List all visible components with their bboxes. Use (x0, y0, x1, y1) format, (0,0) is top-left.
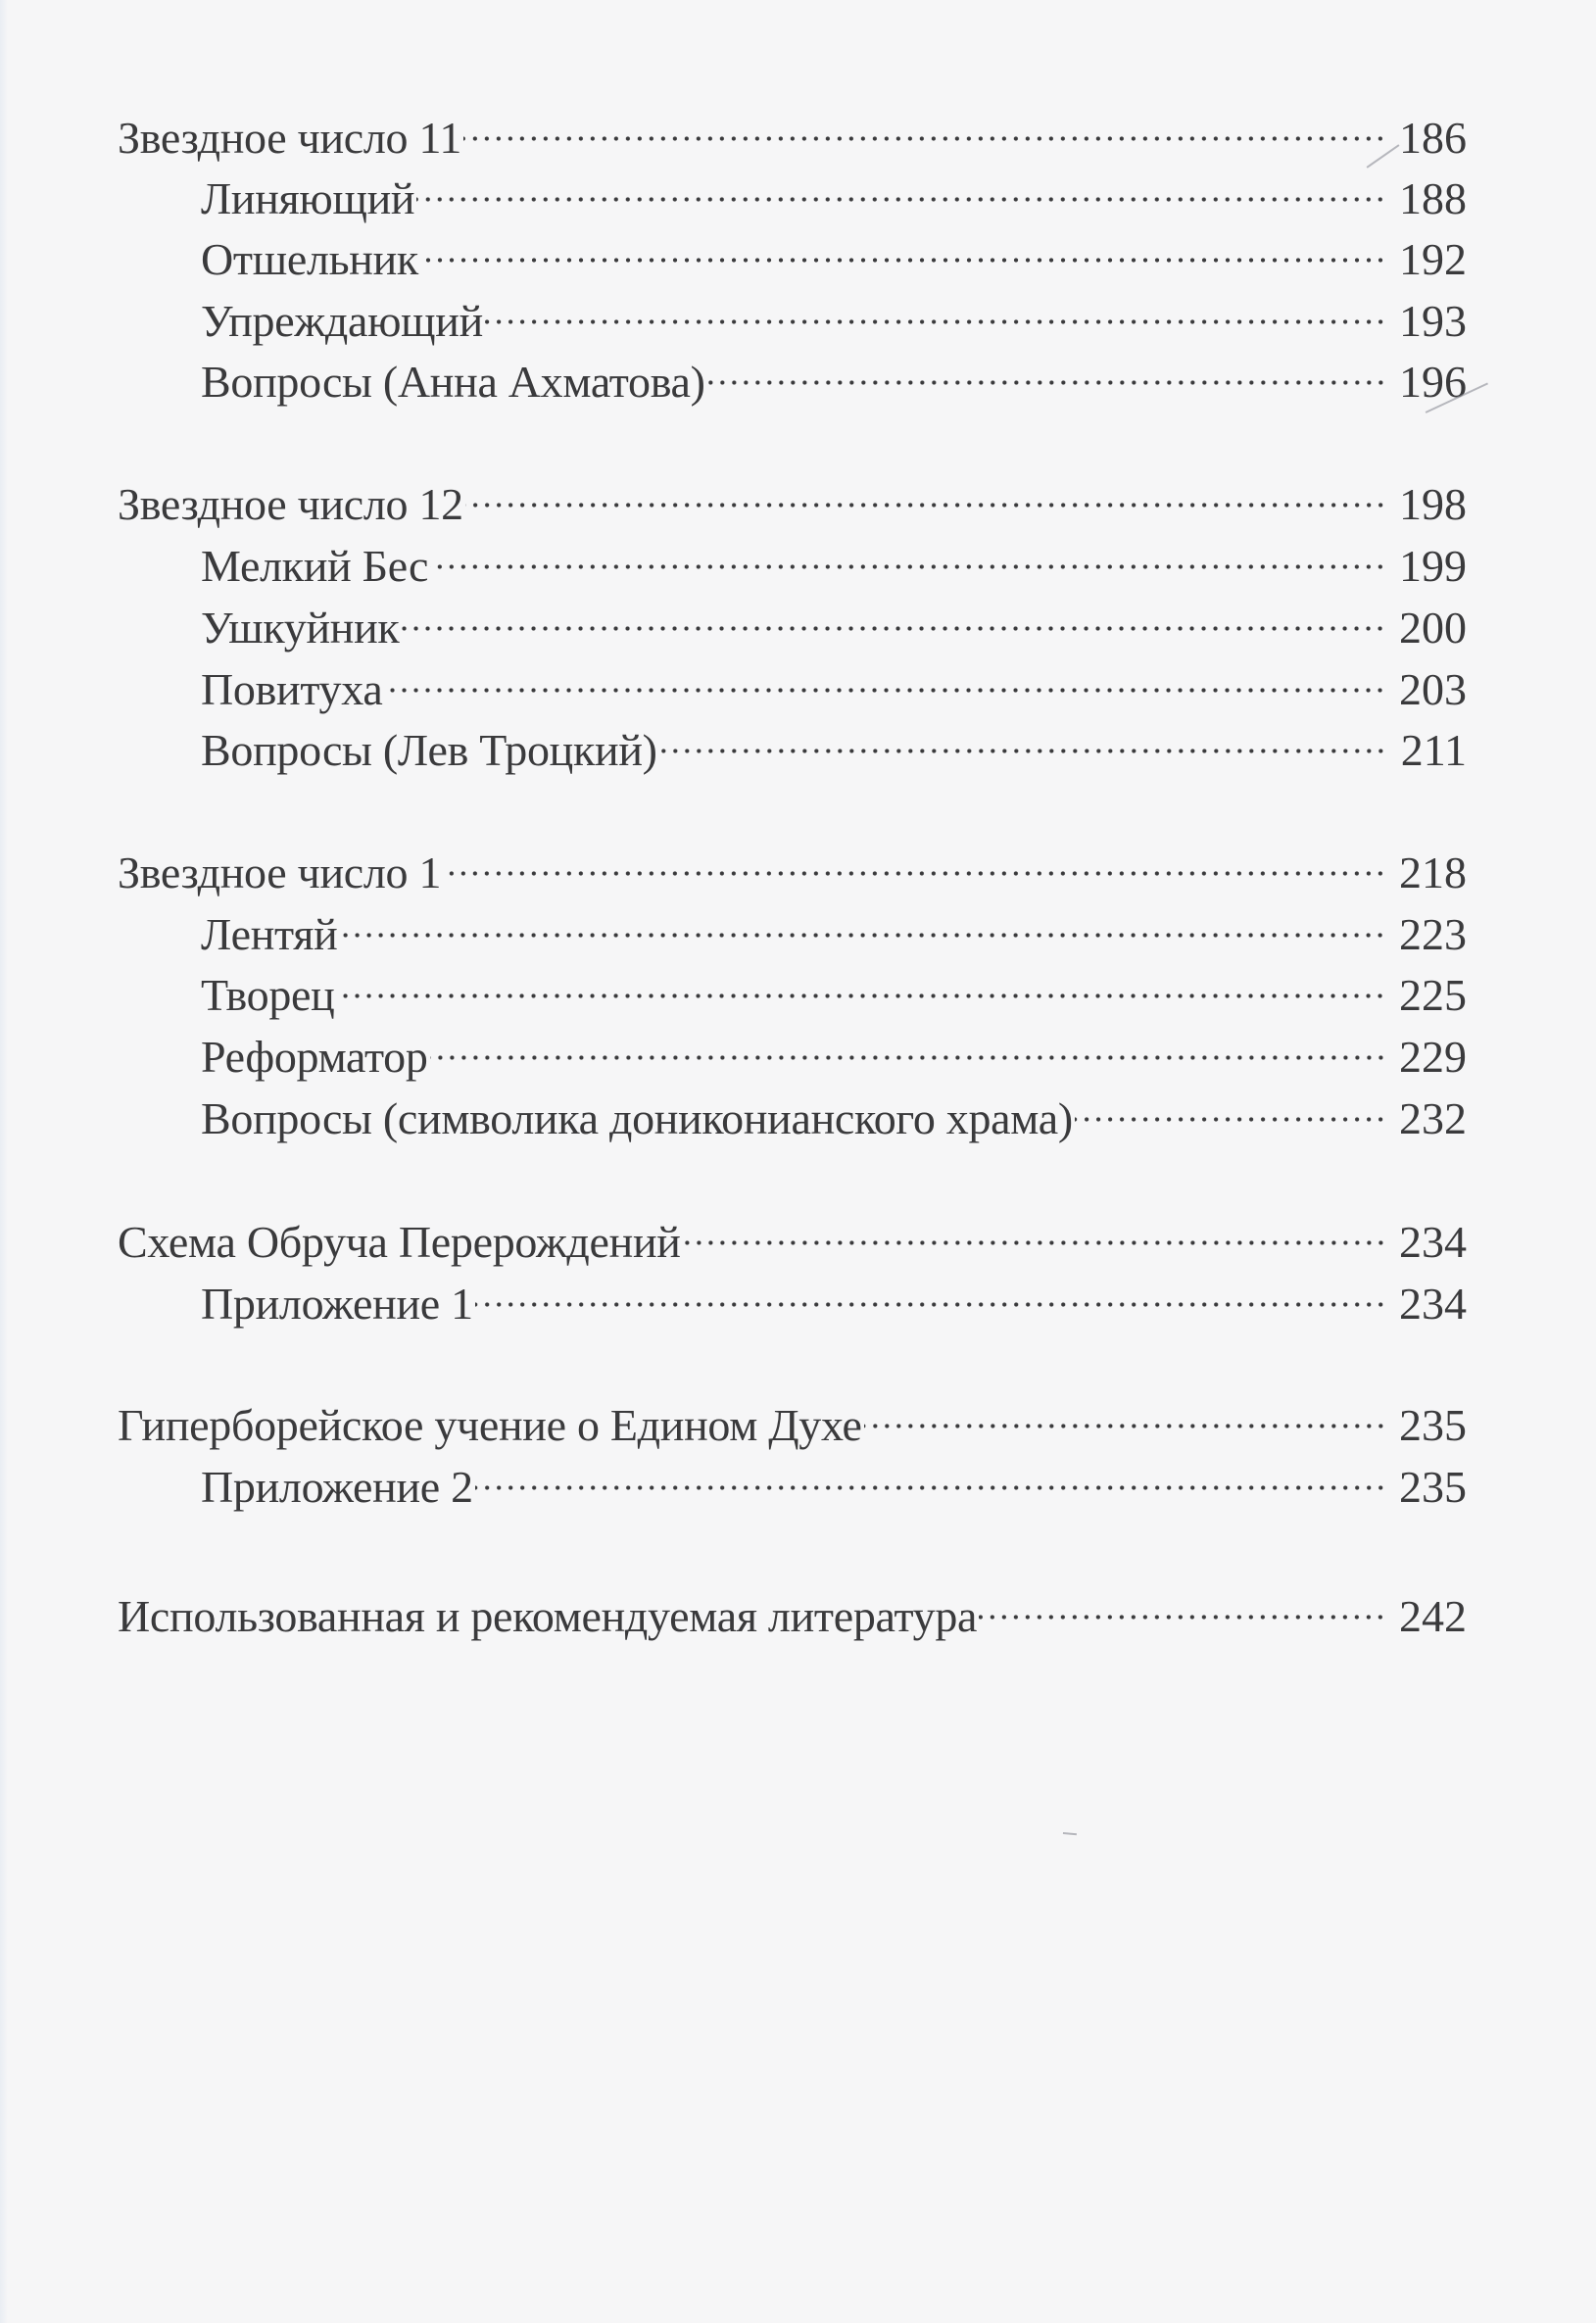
toc-entry-title: Отшельник (201, 234, 418, 284)
toc-entry-title: Вопросы (Лев Троцкий) (201, 725, 657, 775)
toc-entry-title: Вопросы (символика дониконианского храма) (201, 1093, 1073, 1143)
dot-leader (864, 1385, 1386, 1440)
toc-entry[interactable] (201, 159, 1467, 223)
toc-entry-page: 234 (1399, 1279, 1467, 1329)
toc-entry[interactable] (201, 895, 1467, 959)
toc-entry[interactable] (118, 98, 1467, 163)
dot-leader (1075, 1079, 1386, 1134)
toc-entry[interactable] (201, 281, 1467, 346)
toc-entry-page: 200 (1399, 603, 1467, 653)
toc-entry[interactable] (201, 710, 1467, 775)
toc-entry-page: 203 (1399, 664, 1467, 714)
dot-leader (465, 464, 1386, 519)
toc-entry-title: Лентяй (201, 909, 338, 959)
dot-leader (336, 955, 1386, 1010)
toc-entry[interactable] (201, 342, 1467, 407)
toc-entry-title: Звездное число 1 (118, 847, 442, 897)
toc-entry-title: Схема Обруча Перерождений (118, 1217, 681, 1267)
dot-leader (443, 833, 1386, 888)
toc-entry-page: 235 (1399, 1400, 1467, 1450)
toc-entry-page: 196 (1399, 357, 1467, 407)
dot-leader (475, 1264, 1386, 1319)
toc-entry-title: Ушкуйник (201, 603, 400, 653)
toc-entry-page: 223 (1399, 909, 1467, 959)
toc-entry[interactable] (118, 1385, 1467, 1450)
toc-entry-page: 193 (1399, 296, 1467, 346)
toc-entry[interactable] (201, 1079, 1467, 1143)
toc-entry-page: 218 (1399, 847, 1467, 897)
toc-entry-page: 235 (1399, 1462, 1467, 1512)
toc-entry-page: 186 (1399, 113, 1467, 163)
toc-entry-title: Гиперборейское учение о Едином Духе (118, 1400, 862, 1450)
dot-leader (339, 895, 1386, 949)
toc-entry[interactable] (118, 1576, 1467, 1641)
toc-entry-title: Мелкий Бес (201, 541, 429, 591)
dot-leader (707, 342, 1386, 397)
toc-entry-title: Приложение 2 (201, 1462, 473, 1512)
toc-entry[interactable] (201, 588, 1467, 653)
dot-leader (463, 98, 1386, 153)
toc-entry-title: Реформатор (201, 1032, 428, 1082)
toc-entry-page: 234 (1399, 1217, 1467, 1267)
toc-entry-title: Линяющий (201, 173, 415, 223)
toc-entry-page: 211 (1400, 725, 1467, 775)
toc-entry[interactable] (118, 1202, 1467, 1267)
dot-leader (683, 1202, 1386, 1257)
toc-entry-title: Повитуха (201, 664, 383, 714)
dot-leader (420, 219, 1386, 274)
toc-entry[interactable] (118, 464, 1467, 529)
dot-leader (430, 1017, 1386, 1072)
dot-leader (475, 1447, 1386, 1502)
toc-entry-page: 232 (1399, 1093, 1467, 1143)
dot-leader (659, 710, 1386, 765)
toc-entry[interactable] (201, 526, 1467, 591)
pencil-mark (1063, 1832, 1077, 1835)
toc-entry[interactable] (201, 955, 1467, 1020)
toc-entry[interactable] (201, 219, 1467, 284)
toc-entry[interactable] (118, 833, 1467, 897)
toc-entry-page: 192 (1399, 234, 1467, 284)
toc-entry-title: Звездное число 11 (118, 113, 462, 163)
dot-leader (979, 1576, 1386, 1631)
toc-entry[interactable] (201, 1264, 1467, 1329)
toc-entry-page: 198 (1399, 479, 1467, 529)
dot-leader (401, 588, 1386, 643)
toc-entry-page: 229 (1399, 1032, 1467, 1082)
toc-entry[interactable] (201, 1017, 1467, 1082)
toc-entry-title: Использованная и рекомендуемая литература (118, 1591, 978, 1641)
dot-leader (416, 159, 1386, 214)
dot-leader (485, 281, 1386, 336)
dot-leader (430, 526, 1386, 581)
page-edge (0, 0, 8, 2323)
toc-entry-title: Звездное число 12 (118, 479, 463, 529)
toc-entry-page: 199 (1399, 541, 1467, 591)
toc-entry-page: 242 (1399, 1591, 1467, 1641)
toc-entry[interactable] (201, 1447, 1467, 1512)
toc-entry-page: 225 (1399, 970, 1467, 1020)
toc-entry-title: Приложение 1 (201, 1279, 473, 1329)
toc-entry[interactable] (201, 650, 1467, 714)
dot-leader (384, 650, 1386, 704)
toc-entry-title: Творец (201, 970, 335, 1020)
toc-entry-page: 188 (1399, 173, 1467, 223)
toc-entry-title: Упреждающий (201, 296, 483, 346)
toc-entry-title: Вопросы (Анна Ахматова) (201, 357, 705, 407)
